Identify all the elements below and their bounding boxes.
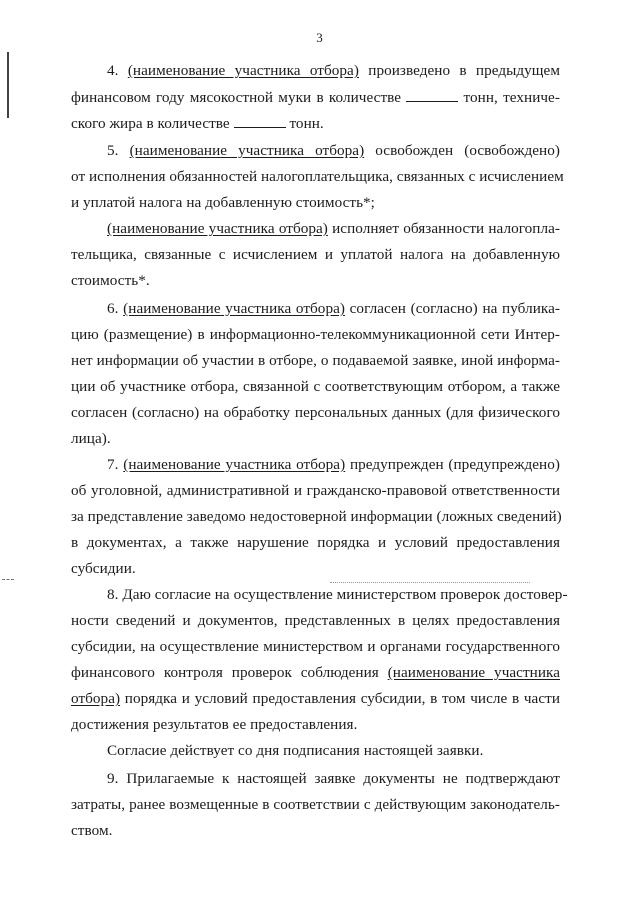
paragraph-7-line-3: за представление заведомо недостоверной информации (ложных сведений) [71,508,562,525]
paragraph-6-line-3: нет информации об участии в отборе, о подаваемой заявке, иной информа- [71,352,560,369]
paragraph-8-line-2: ности сведений и документов, представленных в целях предоставления [71,612,560,629]
paragraph-6-line-1 [107,300,560,318]
paragraph-4-line-2 [71,89,560,107]
item-number: 5. [107,142,119,159]
paragraph-5-alt-line-3: стоимость*. [71,272,150,289]
text: тонн. [289,115,324,132]
text: исполняет обязанности налогопла- [332,220,560,237]
scan-artifact [330,582,530,583]
consent-validity-line: Согласие действует со дня подписания настоящей заявки. [107,742,484,759]
paragraph-8-line-6: достижения результатов ее предоставления. [71,716,358,733]
paragraph-7-line-4: в документах, а также нарушение порядка и условий предоставления [71,534,560,551]
paragraph-4-line-1 [107,62,560,80]
text: ского жира в количестве [71,115,230,132]
participant-name-placeholder-cont: отбора) [71,690,121,707]
paragraph-8-line-3: субсидии, на осуществление министерством и органами государственного [71,638,560,655]
item-number: 7. [107,456,119,473]
participant-name-placeholder: (наименование участника отбора) [127,62,359,79]
paragraph-9-line-1: 9. Прилагаемые к настоящей заявке документы не подтверждают [107,770,560,787]
participant-name-placeholder: (наименование участника [387,664,561,681]
paragraph-5-line-1 [107,142,560,160]
paragraph-8-line-1: 8. Даю согласие на осуществление министерством проверок достовер- [107,586,568,603]
text: тонн, техниче- [463,89,560,106]
paragraph-7-line-2: об уголовной, административной и гражданско-правовой ответственности [71,482,560,499]
text: финансовом году мясокостной муки в количестве [71,89,402,106]
text: порядка и условий предоставления субсидии, в том числе в части [124,690,560,707]
paragraph-6-line-6: лица). [71,430,111,447]
margin-mark [7,52,9,118]
paragraph-5-line-2: от исполнения обязанностей налогоплательщика, связанных с исчислением [71,168,564,185]
text: финансового контроля проверок соблюдения [71,664,379,681]
quantity-blank-flour [406,89,458,102]
paragraph-9-line-2: затраты, ранее возмещенные в соответствии с действующим законодатель- [71,796,560,813]
paragraph-6-line-2: цию (размещение) в информационно-телекоммуникационной сети Интер- [71,326,560,343]
text: произведено в предыдущем [368,62,560,79]
text: предупрежден (предупреждено) [349,456,560,473]
paragraph-9-line-3: ством. [71,822,113,839]
text: согласен (согласно) на публика- [349,300,560,317]
paragraph-6-line-4: ции об участнике отбора, связанной с соответствующим отбором, а также [71,378,560,395]
paragraph-7-line-5: субсидии. [71,560,136,577]
page-number: 3 [316,30,323,45]
text: освобожден (освобождено) [375,142,560,159]
margin-dash [2,579,14,580]
paragraph-5-alt-line-1 [107,220,560,238]
participant-name-placeholder: (наименование участника отбора) [123,300,345,317]
item-number: 4. [107,62,119,79]
item-number: 6. [107,300,119,317]
paragraph-8-line-4 [71,664,560,682]
paragraph-8-line-5 [71,690,560,708]
paragraph-7-line-1 [107,456,560,474]
quantity-blank-fat [234,115,286,128]
participant-name-placeholder: (наименование участника отбора) [129,142,365,159]
paragraph-5-line-3: и уплатой налога на добавленную стоимость*; [71,194,375,211]
paragraph-6-line-5: согласен (согласно) на обработку персональных данных (для физического [71,404,560,421]
participant-name-placeholder: (наименование участника отбора) [123,456,346,473]
paragraph-4-line-3 [71,115,560,133]
paragraph-5-alt-line-2: тельщика, связанные с исчислением и уплатой налога на добавленную [71,246,560,263]
participant-name-placeholder: (наименование участника отбора) [107,220,328,237]
